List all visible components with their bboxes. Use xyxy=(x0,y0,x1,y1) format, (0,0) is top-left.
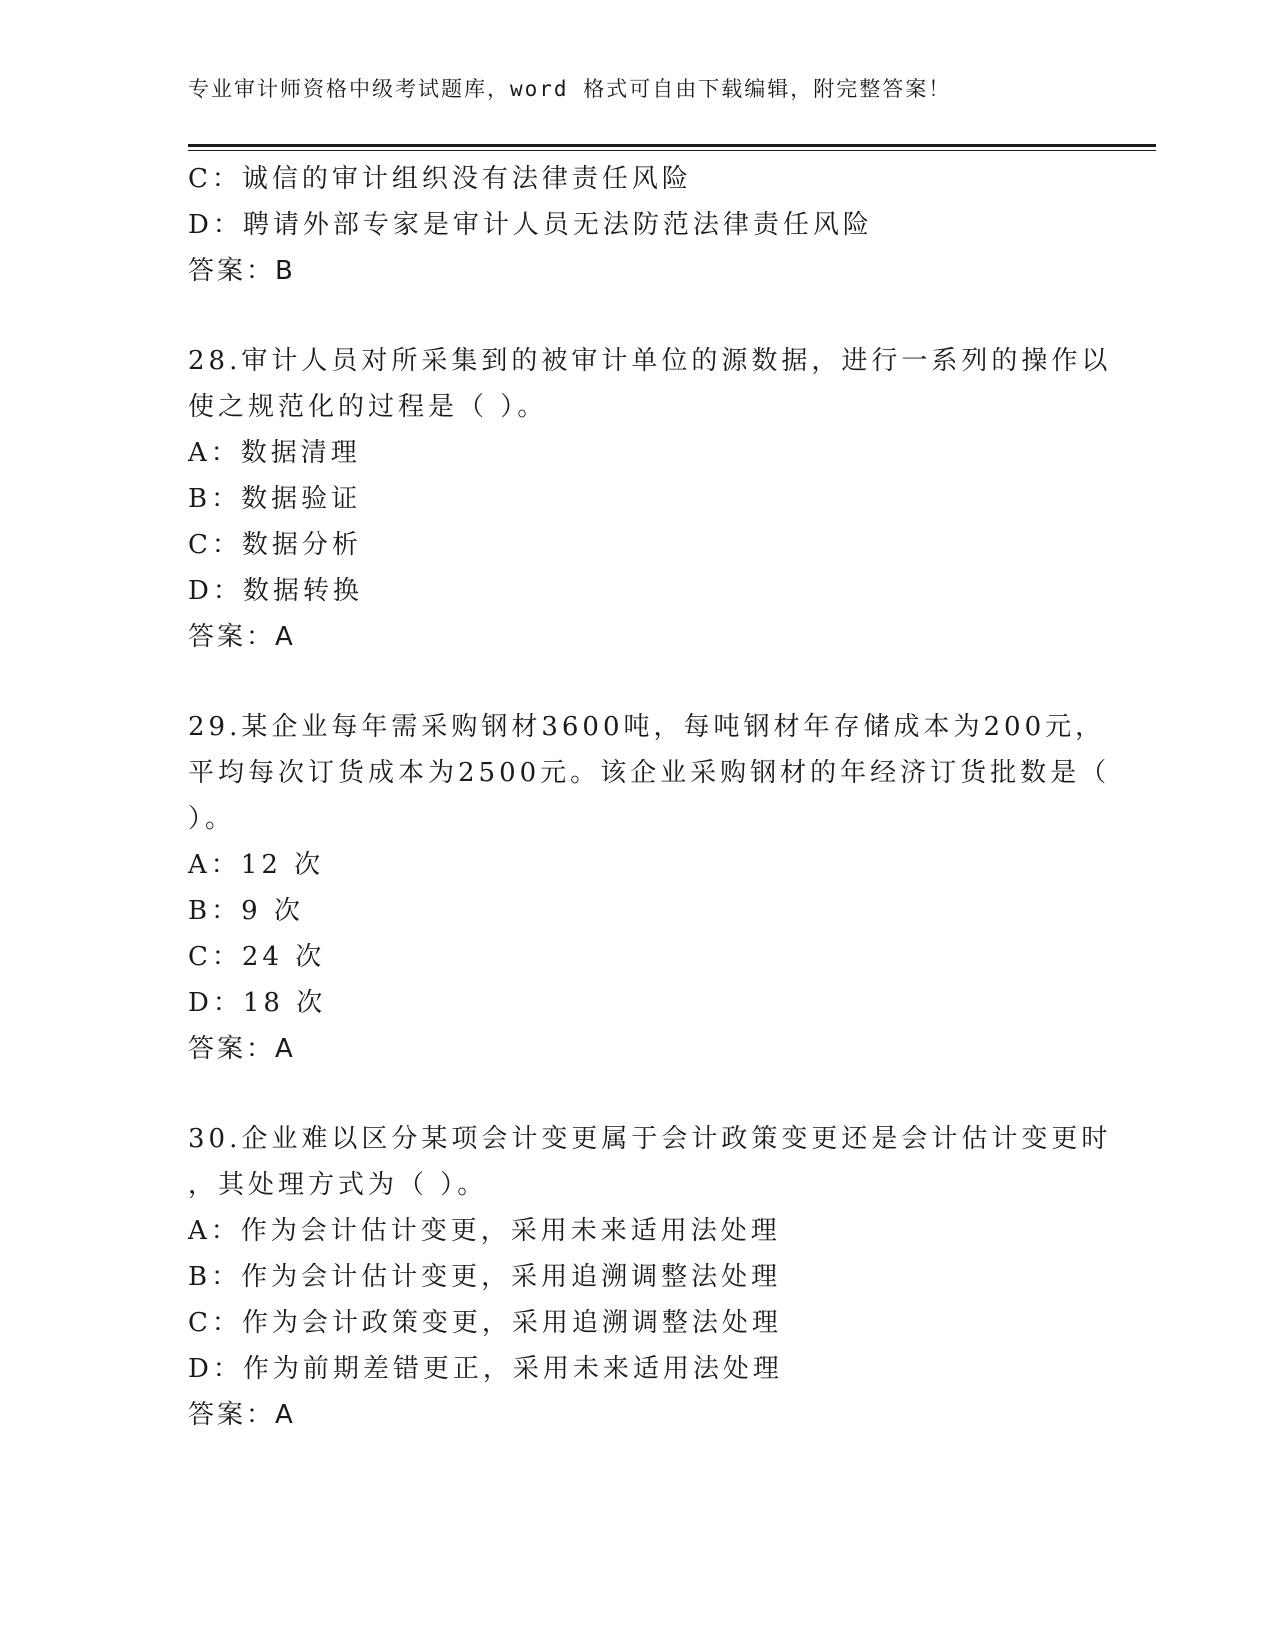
option-a: A：作为会计估计变更，采用未来适用法处理 xyxy=(188,1216,781,1246)
answer: 答案：A xyxy=(188,622,296,652)
answer: 答案：A xyxy=(188,1034,296,1064)
option-b: B：9 次 xyxy=(188,896,304,926)
header-divider-thick xyxy=(188,144,1156,147)
question-stem: 28.审计人员对所采集到的被审计单位的源数据，进行一系列的操作以 xyxy=(188,346,1112,376)
question-stem: 使之规范化的过程是（ ）。 xyxy=(188,392,548,422)
option-a: A：12 次 xyxy=(188,850,325,880)
option-c: C：诚信的审计组织没有法律责任风险 xyxy=(188,164,692,194)
option-c: C：作为会计政策变更，采用追溯调整法处理 xyxy=(188,1308,782,1338)
question-27-continuation xyxy=(188,156,1088,294)
option-c: C：数据分析 xyxy=(188,530,362,560)
question-29 xyxy=(188,704,1111,1072)
document-body xyxy=(188,156,1112,1438)
option-d: D：作为前期差错更正，采用未来适用法处理 xyxy=(188,1354,783,1384)
option-c: C：24 次 xyxy=(188,942,326,972)
option-b: B：作为会计估计变更，采用追溯调整法处理 xyxy=(188,1262,782,1292)
question-stem: ，其处理方式为（ ）。 xyxy=(188,1170,488,1200)
question-stem: 平均每次订货成本为2500元。该企业采购钢材的年经济订货批数是（ xyxy=(188,758,1111,788)
header-note: 专业审计师资格中级考试题库，word 格式可自由下载编辑，附完整答案！ xyxy=(188,77,952,101)
answer: 答案：A xyxy=(188,1400,296,1430)
option-d: D：数据转换 xyxy=(188,576,363,606)
option-a: A：数据清理 xyxy=(188,438,361,468)
header-divider-thin xyxy=(188,150,1156,151)
question-28 xyxy=(188,338,1112,660)
question-stem: ）。 xyxy=(188,804,236,834)
option-d: D：18 次 xyxy=(188,988,327,1018)
option-d: D：聘请外部专家是审计人员无法防范法律责任风险 xyxy=(188,210,873,240)
question-30 xyxy=(188,1116,1112,1438)
question-stem: 30.企业难以区分某项会计变更属于会计政策变更还是会计估计变更时 xyxy=(188,1124,1112,1154)
option-b: B：数据验证 xyxy=(188,484,362,514)
question-stem: 29.某企业每年需采购钢材3600吨，每吨钢材年存储成本为200元， xyxy=(188,712,1106,742)
answer: 答案：B xyxy=(188,256,296,286)
